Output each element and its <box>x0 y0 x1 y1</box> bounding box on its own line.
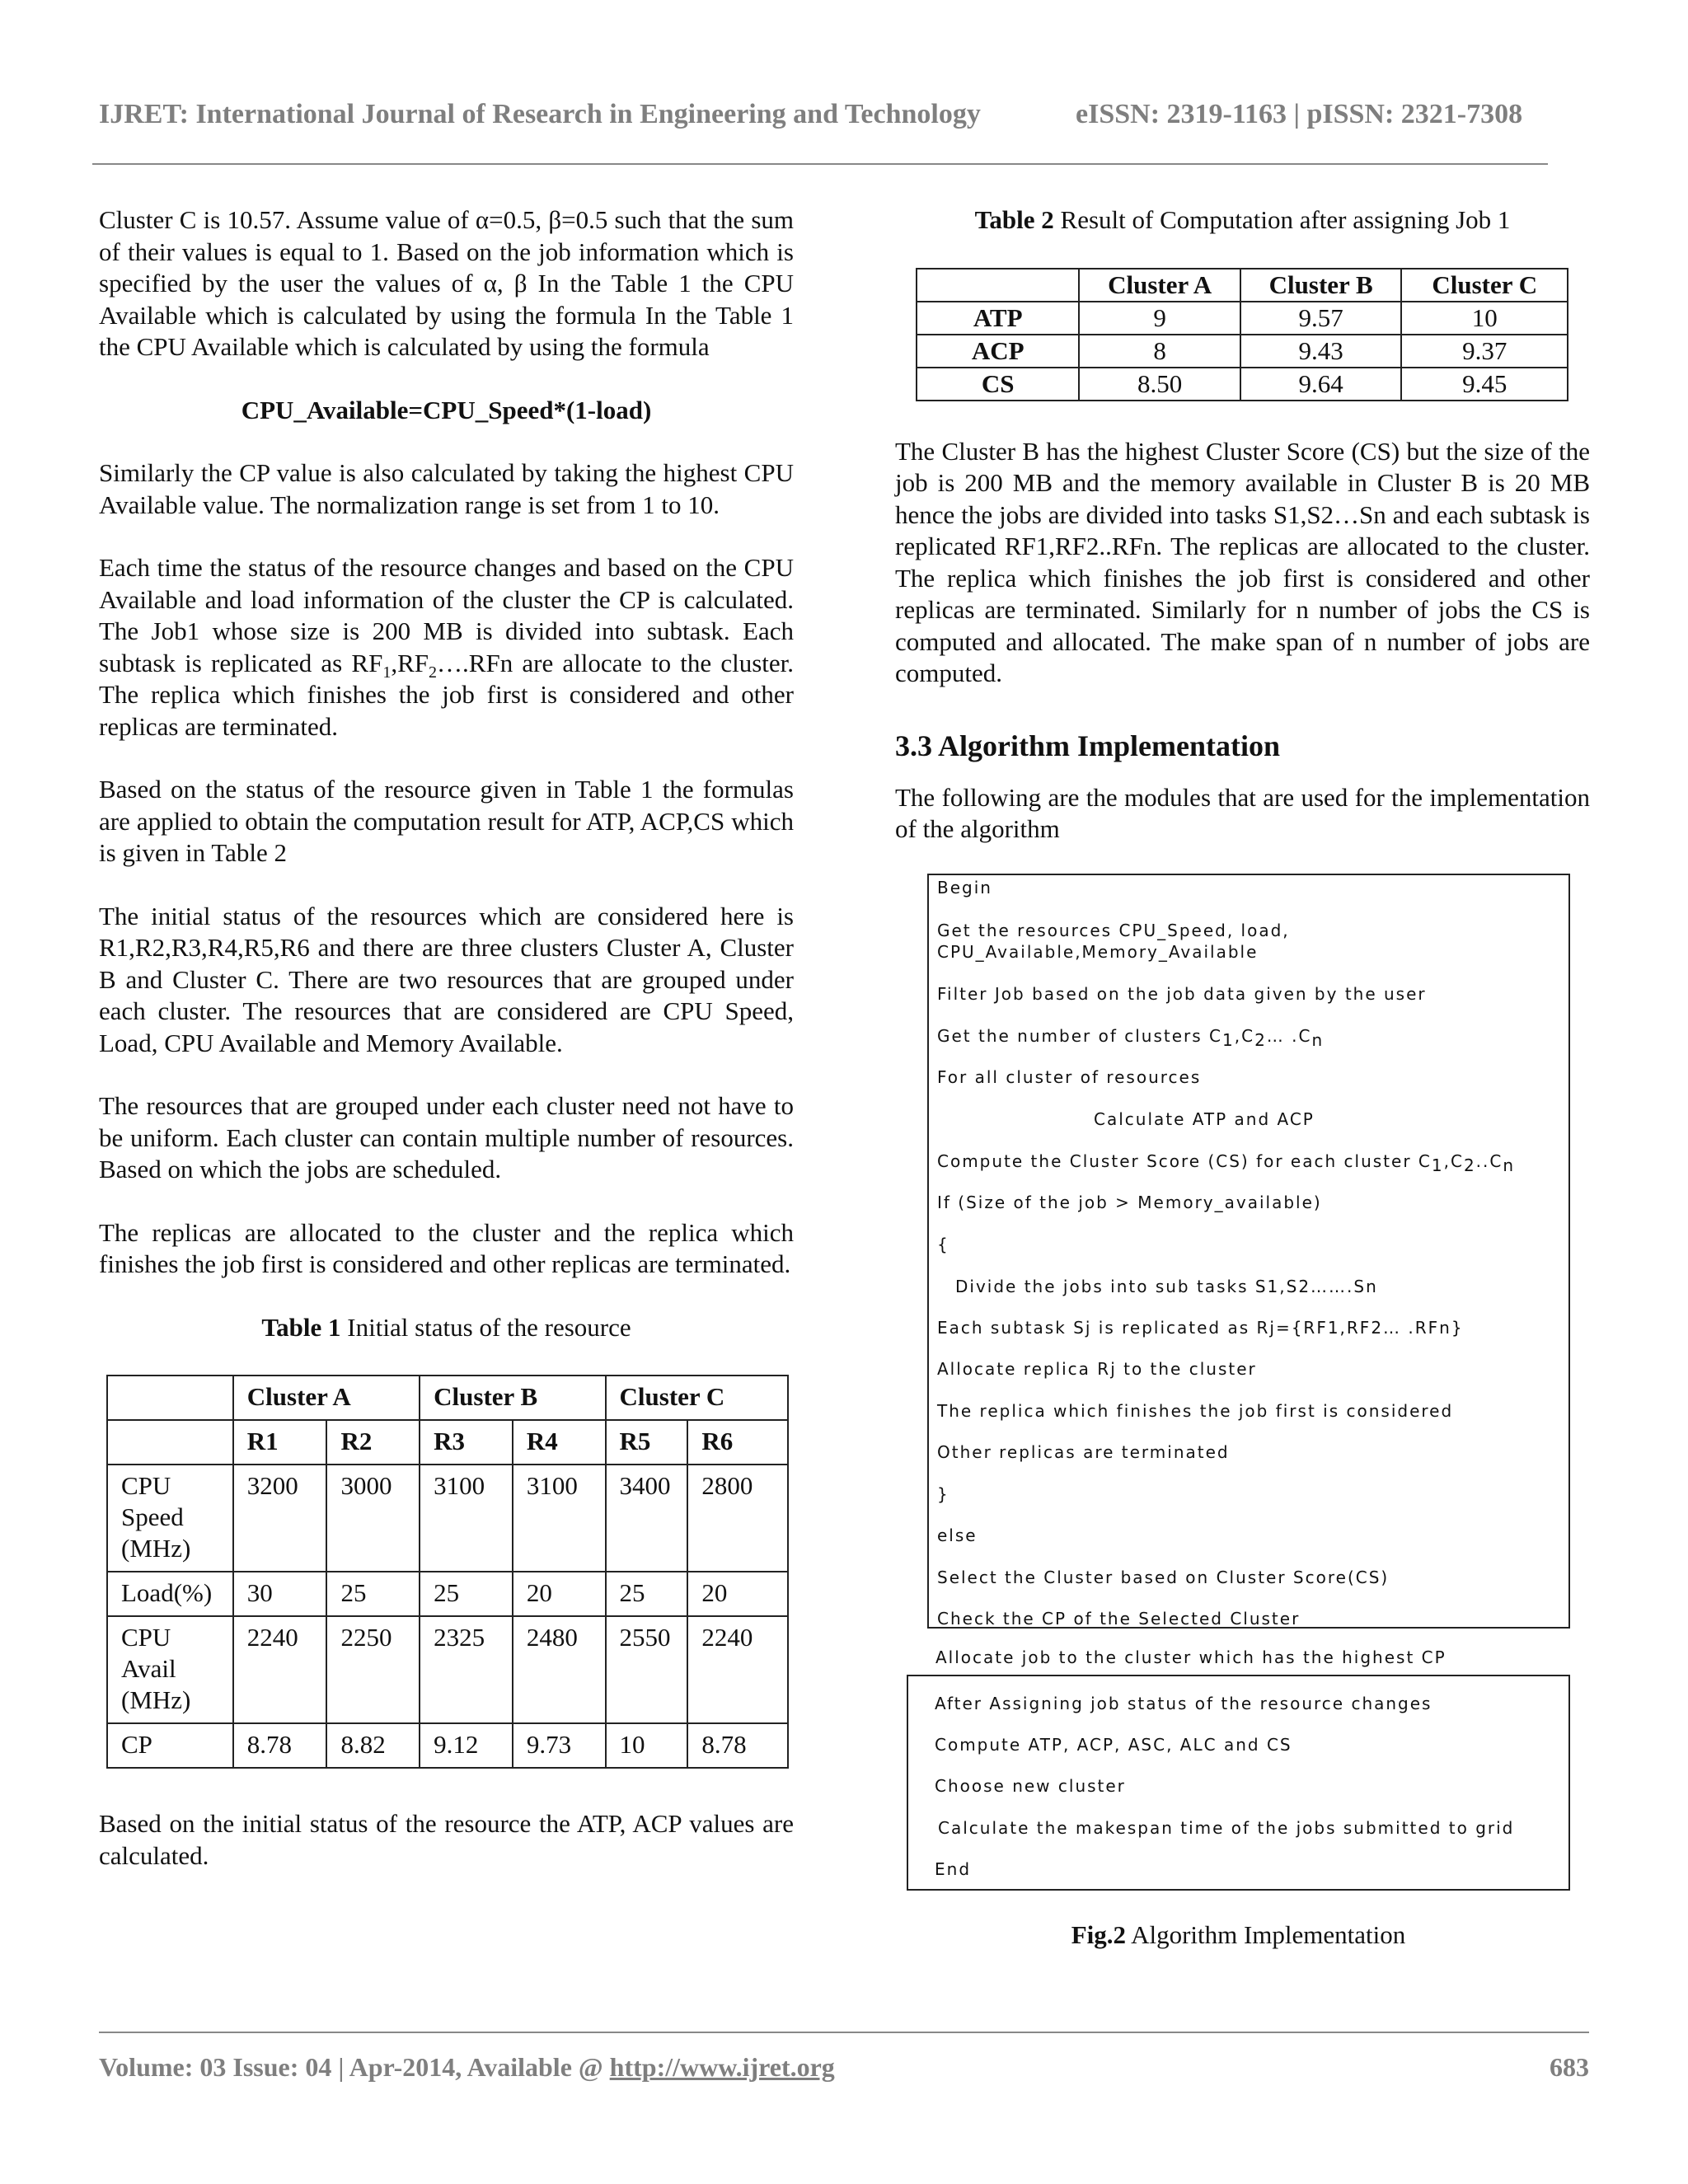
table-cell: 20 <box>687 1572 788 1616</box>
table-row <box>917 335 1568 368</box>
algo-line: Begin <box>937 878 992 898</box>
row-label: Load(%) <box>107 1572 233 1616</box>
algo-line: Get the number of clusters $C_1,C_2\dots$ $.C_n$ <box>937 1026 1325 1050</box>
table-cell <box>917 269 1079 302</box>
algo-line: Other replicas are terminated <box>937 1442 1230 1462</box>
right-column <box>895 204 1590 877</box>
algo-line: CPU_Available,Memory_Available <box>937 942 1259 962</box>
table-cell: 8.78 <box>233 1723 327 1768</box>
row-label: ATP <box>917 302 1079 335</box>
row-label: CPU Avail (MHz) <box>107 1616 233 1723</box>
table-cell: 2240 <box>233 1616 327 1723</box>
table-cell: 3100 <box>513 1465 606 1572</box>
table-cell: 25 <box>420 1572 513 1616</box>
algo-line: Divide the jobs into sub tasks S1,S2…….Sn <box>955 1277 1378 1296</box>
algo-line: Each subtask Sj is replicated as Rj={RF1,RF2… .RFn} <box>937 1318 1464 1338</box>
table-header-cell: R1 <box>233 1420 327 1465</box>
paragraph: Each time the status of the resource changes and based on the CPU Available and load information of the cluster the CP is calculated. The Job1 whose size is 200 MB is divided into subtask. Each subtask is replicated as $RF_1,RF_2\dots.RFn$ are allocate to the cluster. The replica which finishes the job first is considered and other replicas are terminated. <box>99 553 794 741</box>
table-cell: 2800 <box>687 1465 788 1572</box>
table-cell: 2240 <box>687 1616 788 1723</box>
table-row <box>107 1420 788 1465</box>
table-cell: 2550 <box>606 1616 688 1723</box>
table-cell: 9.12 <box>420 1723 513 1768</box>
paragraph: Similarly the CP value is also calculated by taking the highest CPU Available value. The normalization range is set from 1 to 10. <box>99 458 794 519</box>
algo-line: End <box>935 1859 972 1879</box>
table2-caption: Table 2 Result of Computation after assigning Job 1 <box>974 205 1511 234</box>
table-cell: 3100 <box>420 1465 513 1572</box>
footer-volume: Volume: 03 Issue: 04 | Apr-2014, Available @ <box>99 2052 610 2082</box>
table-initial-status <box>106 1375 789 1769</box>
table-cell: 25 <box>606 1572 688 1616</box>
table-header-cell: R5 <box>606 1420 688 1465</box>
figure-caption: Fig.2 Algorithm Implementation <box>1071 1920 1406 1949</box>
algo-line: Select the Cluster based on Cluster Score(CS) <box>937 1568 1390 1587</box>
table-cell: 9.37 <box>1401 335 1568 368</box>
algo-line: For all cluster of resources <box>937 1067 1202 1087</box>
paragraph: The resources that are grouped under each cluster need not have to be uniform. Each cluster can contain multiple number of resources. Based on which the jobs are scheduled. <box>99 1091 794 1183</box>
algo-line: Get the resources CPU_Speed, load, <box>937 921 1290 940</box>
table-header-cell: R4 <box>513 1420 606 1465</box>
page-number: 683 <box>1550 2052 1589 2082</box>
table-header-cell: R3 <box>420 1420 513 1465</box>
table-cell: 3200 <box>233 1465 327 1572</box>
paragraph: The following are the modules that are used for the implementation of the algorithm <box>895 782 1590 843</box>
table-cell: 2250 <box>326 1616 420 1723</box>
table-cell <box>107 1420 233 1465</box>
table1-caption: Table 1 Initial status of the resource <box>261 1312 631 1342</box>
table-header-cell: Cluster A <box>233 1376 420 1420</box>
table-row <box>107 1376 788 1420</box>
paragraph: Based on the status of the resource given in Table 1 the formulas are applied to obtain the computation result for ATP, ACP,CS which is given in Table 2 <box>99 775 794 867</box>
algorithm-box <box>907 1675 1570 1891</box>
table-row <box>107 1465 788 1572</box>
algo-line: Calculate ATP and ACP <box>1094 1109 1315 1129</box>
algorithm-box <box>927 874 1570 1629</box>
table-row <box>107 1616 788 1723</box>
algo-line: The replica which finishes the job first is considered <box>937 1401 1454 1421</box>
table-cell: 9.64 <box>1240 368 1402 401</box>
algo-line: Calculate the makespan time of the jobs submitted to grid <box>938 1818 1515 1838</box>
table-cell: 30 <box>233 1572 327 1616</box>
table-row <box>107 1723 788 1768</box>
table-header-cell: Cluster C <box>1401 269 1568 302</box>
header-rule <box>92 163 1548 165</box>
paragraph: Based on the initial status of the resource the ATP, ACP values are calculated. <box>99 1809 794 1870</box>
algo-line: } <box>937 1484 950 1504</box>
table-cell: 20 <box>513 1572 606 1616</box>
journal-title: IJRET: International Journal of Research in Engineering and Technology <box>99 99 981 129</box>
algo-line: Allocate job to the cluster which has the highest CP <box>935 1647 1447 1667</box>
table-cell: 3400 <box>606 1465 688 1572</box>
table-cell: 10 <box>606 1723 688 1768</box>
algo-line: Filter Job based on the job data given by the user <box>937 984 1427 1004</box>
table-cell: 3000 <box>326 1465 420 1572</box>
row-label: CS <box>917 368 1079 401</box>
table-row <box>917 302 1568 335</box>
paragraph: The replicas are allocated to the cluster and the replica which finishes the job first is considered and other replicas are terminated. <box>99 1217 794 1278</box>
table-header-cell: Cluster B <box>420 1376 605 1420</box>
table-cell: 10 <box>1401 302 1568 335</box>
formula: CPU_Available=CPU_Speed*(1-load) <box>241 395 652 424</box>
row-label: CPU Speed (MHz) <box>107 1465 233 1572</box>
algo-line: else <box>937 1526 978 1545</box>
table-header-cell: R2 <box>326 1420 420 1465</box>
table-cell: 2325 <box>420 1616 513 1723</box>
table-header-cell: R6 <box>687 1420 788 1465</box>
row-label: CP <box>107 1723 233 1768</box>
table-cell: 2480 <box>513 1616 606 1723</box>
table-header-cell: Cluster C <box>606 1376 788 1420</box>
paragraph: The initial status of the resources which are considered here is R1,R2,R3,R4,R5,R6 and there are three clusters Cluster A, Cluster B and Cluster C. There are two resources that are grouped under each cluster. The resources that are considered are CPU Speed, Load, CPU Available and Memory Available. <box>99 901 794 1057</box>
algo-line: After Assigning job status of the resource changes <box>935 1694 1432 1713</box>
algo-line: Compute ATP, ACP, ASC, ALC and CS <box>935 1735 1292 1755</box>
table-cell: 8 <box>1079 335 1240 368</box>
algo-line: Compute the Cluster Score (CS) for each cluster $C_1,C_2..C_n$ <box>937 1151 1516 1175</box>
paragraph: The Cluster B has the highest Cluster Score (CS) but the size of the job is 200 MB and the memory available in Cluster B is 20 MB hence the jobs are divided into tasks S1,S2…Sn and each subtask is replicated RF1,RF2..RFn. The replicas are allocated to the cluster. The replica which finishes the job first is considered and other replicas are terminated. Similarly for n number of jobs the CS is computed and allocated. The make span of n number of jobs are computed. <box>895 436 1590 687</box>
paragraph: Cluster C is 10.57. Assume value of α=0.5, β=0.5 such that the sum of their values is equal to 1. Based on the job information which is specified by the user the values of α, β In the Table 1 the CPU Available which is calculated by using the formula In the Table 1 the CPU Available which is calculated by using the formula <box>99 205 794 361</box>
table-cell: 9.43 <box>1240 335 1402 368</box>
algo-line: If (Size of the job > Memory_available) <box>937 1193 1322 1212</box>
algo-line: Check the CP of the Selected Cluster <box>937 1609 1301 1629</box>
footer-link[interactable]: http://www.ijret.org <box>609 2052 835 2082</box>
algo-line: Choose new cluster <box>935 1776 1126 1796</box>
table-row <box>107 1572 788 1616</box>
table-cell: 8.78 <box>687 1723 788 1768</box>
algo-line: { <box>937 1235 950 1254</box>
section-heading: 3.3 Algorithm Implementation <box>895 729 1280 762</box>
table-row <box>917 269 1568 302</box>
footer-rule <box>99 2032 1589 2033</box>
left-column <box>99 204 794 1903</box>
table-cell: 8.82 <box>326 1723 420 1768</box>
table-cell: 25 <box>326 1572 420 1616</box>
table-cell <box>107 1376 233 1420</box>
algo-line: Allocate replica Rj to the cluster <box>937 1359 1257 1379</box>
issn: eISSN: 2319-1163 | pISSN: 2321-7308 <box>1076 99 1523 129</box>
table-cell: 8.50 <box>1079 368 1240 401</box>
table-cell: 9 <box>1079 302 1240 335</box>
table-cell: 9.73 <box>513 1723 606 1768</box>
table-header-cell: Cluster A <box>1079 269 1240 302</box>
table-header-cell: Cluster B <box>1240 269 1402 302</box>
running-footer <box>99 2052 1589 2083</box>
row-label: ACP <box>917 335 1079 368</box>
table-computation-result <box>916 268 1568 401</box>
table-cell: 9.57 <box>1240 302 1402 335</box>
table-cell: 9.45 <box>1401 368 1568 401</box>
table-row <box>917 368 1568 401</box>
